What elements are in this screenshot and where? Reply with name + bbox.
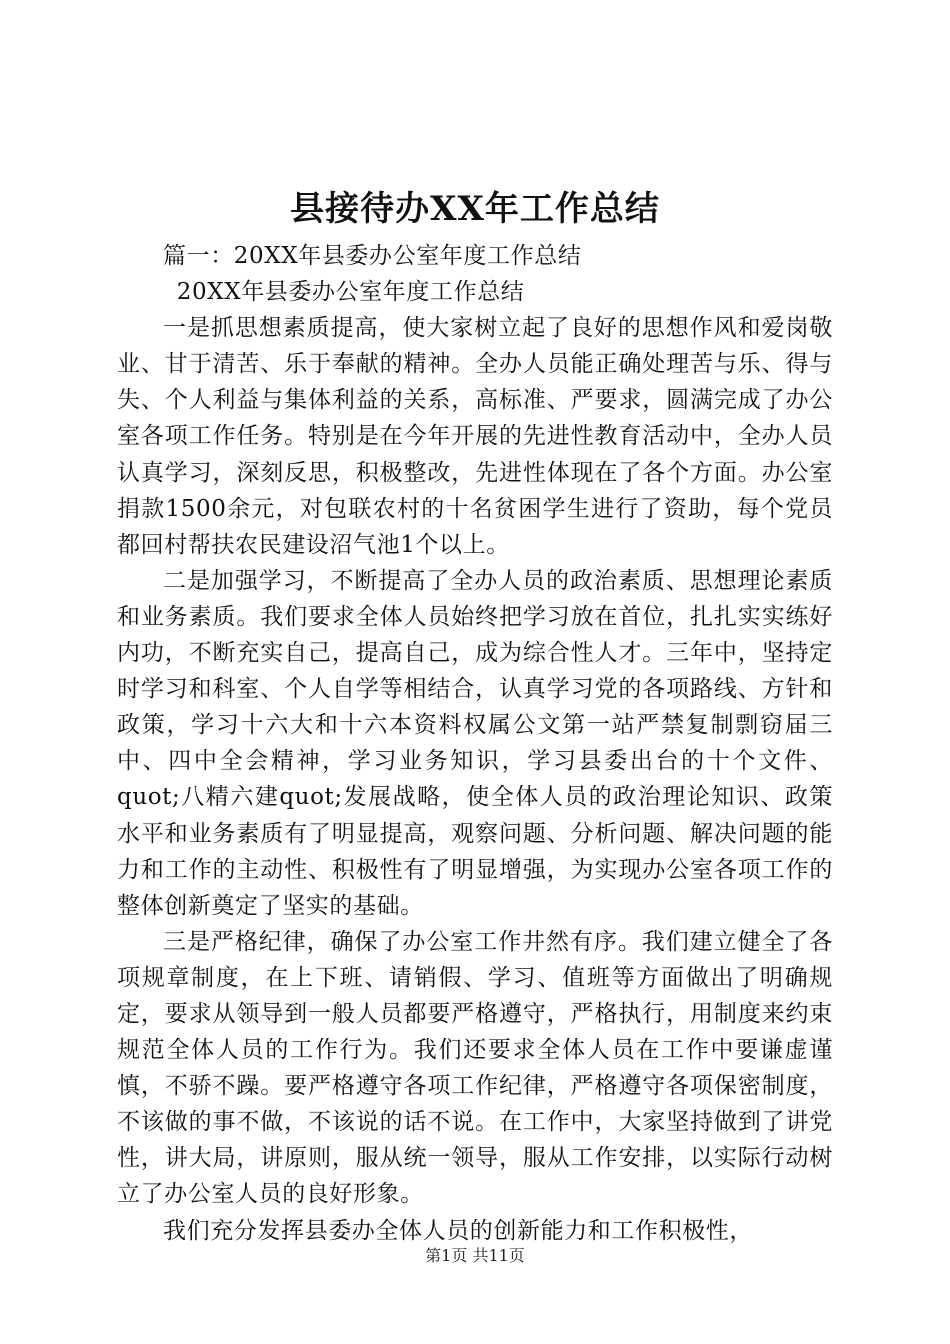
page-number-footer: 第1页 共11页 [425, 1246, 525, 1265]
paragraph-1: 一是抓思想素质提高，使大家树立起了良好的思想作风和爱岗敬业、甘于清苦、乐于奉献的精神。全办人员能正确处理苦与乐、得与失、个人利益与集体利益的关系，高标准、严要求，圆满完成了办公室各项工作任务。特别是在今年开展的先进性教育活动中，全办人员认真学习，深刻反思，积极整改，先进性体现在了各个方面。办公室捐款1500余元，对包联农村的十名贫困学生进行了资助，每个党员都回村帮扶农民建设沼气池1个以上。 [117, 315, 833, 558]
paragraph-4: 我们充分发挥县委办全体人员的创新能力和工作积极性， [163, 1217, 753, 1244]
subsection-heading: 20XX年县委办公室年度工作总结 [176, 279, 525, 306]
paragraph-2: 二是加强学习，不断提高了全办人员的政治素质、思想理论素质和业务素质。我们要求全体人员始终把学习放在首位，扎扎实实练好内功，不断充实自己，提高自己，成为综合性人才。三年中，坚持定时学习和科室、个人自学等相结合，认真学习党的各项路线、方针和政策，学习十六大和十六本资料权属公文第一站严禁复制剽窃届三中、四中全会精神，学习业务知识，学习县委出台的十个文件、quot;八精六建quot;发展战略，使全体人员的政治理论知识、政策水平和业务素质有了明显提高，观察问题、分析问题、解决问题的能力和工作的主动性、积极性有了明显增强，为实现办公室各项工作的整体创新奠定了坚实的基础。 [117, 567, 833, 919]
section-heading: 篇一：20XX年县委办公室年度工作总结 [163, 243, 582, 269]
paragraph-3: 三是严格纪律，确保了办公室工作井然有序。我们建立健全了各项规章制度，在上下班、请销假、学习、值班等方面做出了明确规定，要求从领导到一般人员都要严格遵守，严格执行，用制度来约束规范全体人员的工作行为。我们还要求全体人员在工作中要谦虚谨慎，不骄不躁。要严格遵守各项工作纪律，严格遵守各项保密制度，不该做的事不做，不该说的话不说。在工作中，大家坚持做到了讲党性，讲大局，讲原则，服从统一领导，服从工作安排，以实际行动树立了办公室人员的良好形象。 [117, 928, 833, 1208]
document-body [117, 238, 833, 1249]
document-title: 县接待办XX年工作总结 [290, 189, 660, 229]
